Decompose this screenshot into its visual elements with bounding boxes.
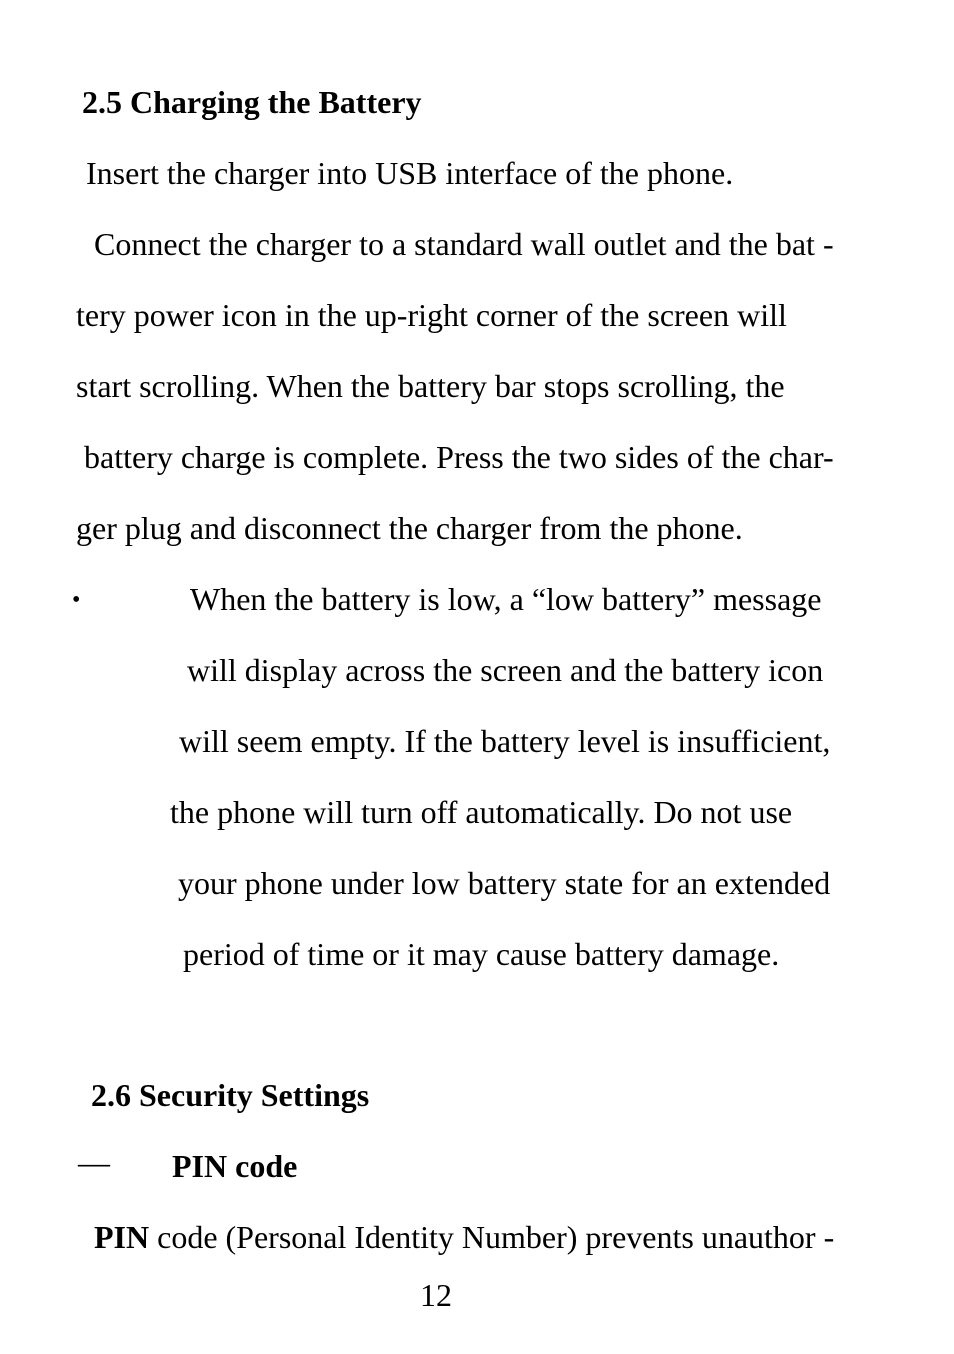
pin-paragraph-text: code (Personal Identity Number) prevents unauthor - [149,1219,835,1255]
section-heading-security: 2.6 Security Settings [91,1077,370,1113]
body-line-3: tery power icon in the up-right corner of the screen will [76,297,787,333]
subheading-pin-code: PIN code [172,1148,298,1184]
bullet-line-5: your phone under low battery state for an extended [178,865,831,901]
body-line-6: ger plug and disconnect the charger from the phone. [76,510,743,546]
body-line-5: battery charge is complete. Press the two sides of the char- [84,439,834,475]
bullet-icon: • [72,587,81,613]
section-heading-charging: 2.5 Charging the Battery [82,84,422,120]
bullet-line-1: When the battery is low, a “low battery” message [190,581,822,617]
bullet-line-3: will seem empty. If the battery level is insufficient, [179,723,831,759]
page-number: 12 [420,1277,452,1313]
body-line-4: start scrolling. When the battery bar stops scrolling, the [76,368,785,404]
pin-bold-term: PIN [94,1219,150,1255]
bullet-line-2: will display across the screen and the battery icon [187,652,824,688]
body-line-1: Insert the charger into USB interface of the phone. [86,155,734,191]
pin-paragraph-line [94,1217,834,1257]
bullet-line-6: period of time or it may cause battery damage. [183,936,780,972]
body-line-2: Connect the charger to a standard wall outlet and the bat - [94,226,834,262]
dash-marker: — [78,1144,110,1180]
bullet-line-4: the phone will turn off automatically. Do not use [170,794,793,830]
